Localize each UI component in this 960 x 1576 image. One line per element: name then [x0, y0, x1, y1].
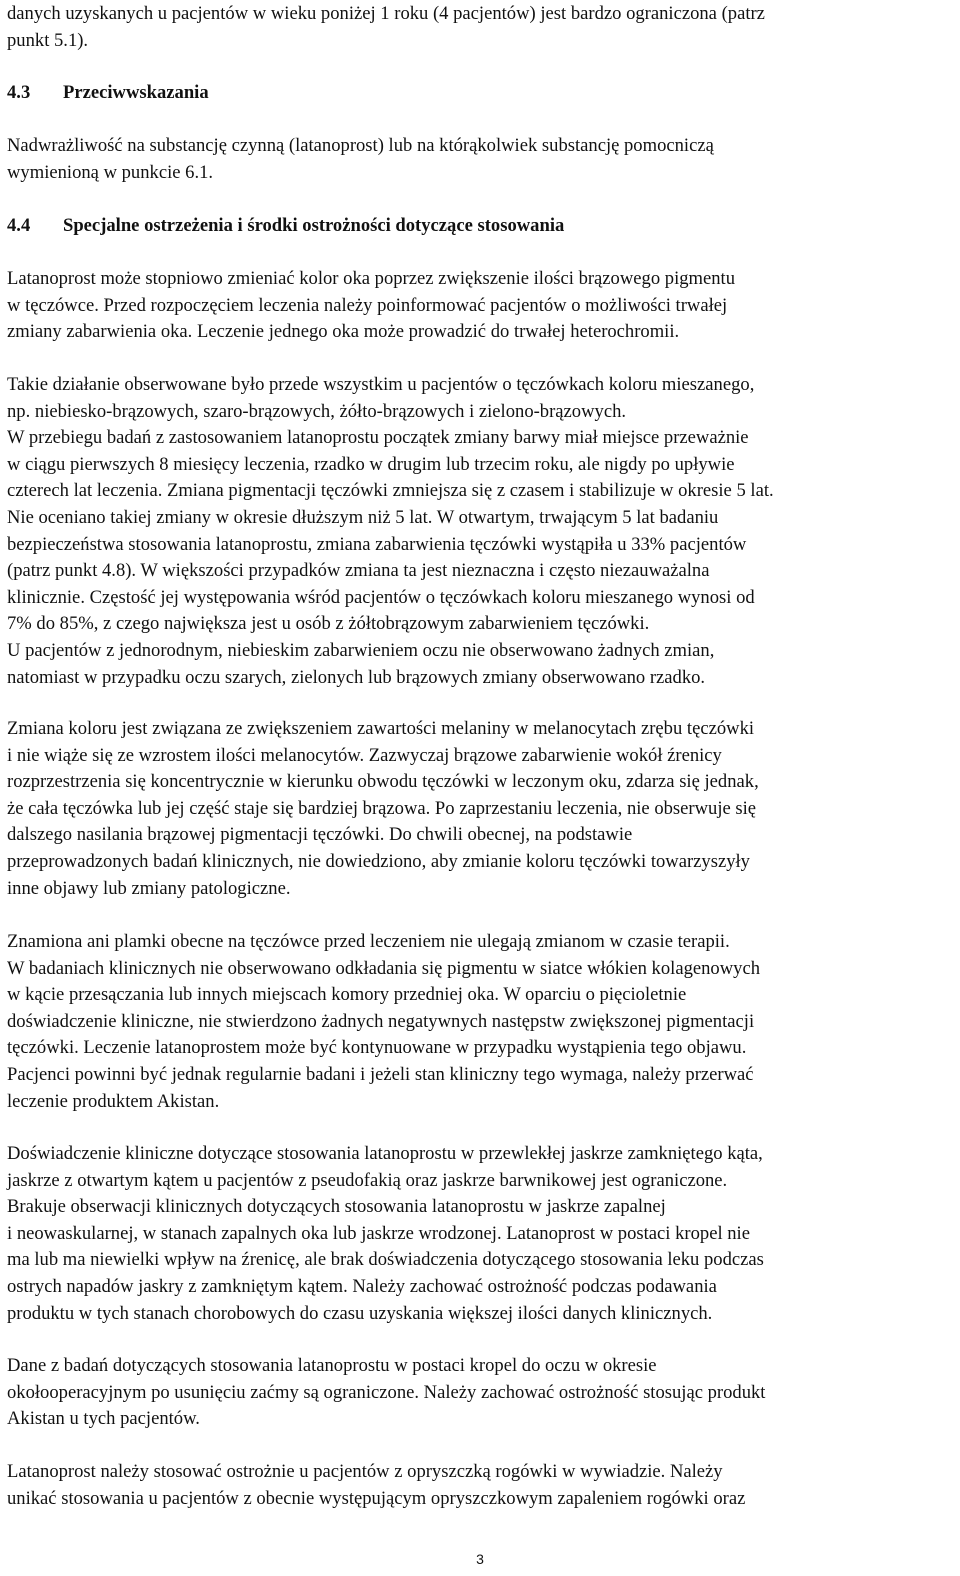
intro-line-1: danych uzyskanych u pacjentów w wieku poniżej 1 roku (4 pacjentów) jest bardzo ograniczona (patrz [7, 3, 765, 24]
paragraph-4 [7, 929, 760, 1115]
paragraph-3-line-1: Zmiana koloru jest związana ze zwiększeniem zawartości melaniny w melanocytach zrębu tęczówki [7, 718, 755, 739]
paragraph-4-line-6: Pacjenci powinni być jednak regularnie badani i jeżeli stan kliniczny tego wymaga, należy przerwać [7, 1063, 754, 1085]
paragraph-4-line-2: W badaniach klinicznych nie obserwowano odkładania się pigmentu w siatce włókien kolagenowych [7, 957, 760, 979]
paragraph-5-line-7: produktu w tych stanach chorobowych do czasu uzyskania większej ilości danych klinicznych. [7, 1302, 713, 1324]
paragraph-7 [7, 1459, 745, 1512]
section-4-3-body [7, 133, 714, 186]
paragraph-2-line-9: klinicznie. Częstość jej występowania wśród pacjentów o tęczówkach koloru mieszanego wynosi od [7, 586, 755, 608]
paragraph-2-line-4: w ciągu pierwszych 8 miesięcy leczenia, rzadko w drugim lub trzecim roku, ale nigdy po upływie [7, 453, 735, 475]
paragraph-5-line-6: ostrych napadów jaskry z zamkniętym kątem. Należy zachować ostrożność podczas podawania [7, 1275, 717, 1297]
section-4-3-title: Przeciwwskazania [63, 82, 209, 103]
paragraph-2-line-7: bezpieczeństwa stosowania latanoprostu, zmiana zabarwienia tęczówki wystąpiła u 33% pacjentów [7, 533, 747, 555]
paragraph-5-line-4: i neowaskularnej, w stanach zapalnych oka lub jaskrze wrodzonej. Latanoprost w postaci kropel nie [7, 1222, 750, 1244]
paragraph-2-line-12: natomiast w przypadku oczu szarych, zielonych lub brązowych zmiany obserwowano rzadko. [7, 666, 706, 688]
page-number: 3 [476, 1551, 484, 1567]
paragraph-6-line-1: Dane z badań dotyczących stosowania latanoprostu w postaci kropel do oczu w okresie [7, 1355, 657, 1376]
section-4-4-title: Specjalne ostrzeżenia i środki ostrożności dotyczące stosowania [63, 215, 565, 236]
paragraph-2-line-11: U pacjentów z jednorodnym, niebieskim zabarwieniem oczu nie obserwowano żadnych zmian, [7, 639, 715, 661]
paragraph-5-line-5: ma lub ma niewielki wpływ na źrenicę, ale brak doświadczenia dotyczącego stosowania leku podczas [7, 1249, 764, 1271]
paragraph-6-line-3: Akistan u tych pacjentów. [7, 1408, 200, 1430]
section-4-4-heading [7, 213, 564, 240]
paragraph-2-line-5: czterech lat leczenia. Zmiana pigmentacji tęczówki zmniejsza się z czasem i stabilizuje w okresie 5 lat. [7, 480, 774, 502]
paragraph-5-line-2: jaskrze z otwartym kątem u pacjentów z pseudofakią oraz jaskrze barwnikowej jest ograniczone. [7, 1169, 728, 1191]
section-4-3-line-2: wymienioną w punkcie 6.1. [7, 161, 214, 183]
section-4-3-line-1: Nadwrażliwość na substancję czynną (latanoprost) lub na którąkolwiek substancję pomocniczą [7, 135, 714, 156]
paragraph-5-line-3: Brakuje obserwacji klinicznych dotyczących stosowania latanoprostu w jaskrze zapalnej [7, 1196, 666, 1218]
paragraph-4-line-3: w kącie przesączania lub innych miejscach komory przedniej oka. W oparciu o pięcioletnie [7, 984, 687, 1006]
intro-paragraph [7, 1, 765, 54]
section-4-4-number: 4.4 [7, 215, 31, 236]
paragraph-4-line-1: Znamiona ani plamki obecne na tęczówce przed leczeniem nie ulegają zmianom w czasie terapii. [7, 931, 730, 952]
paragraph-1 [7, 266, 735, 346]
paragraph-2 [7, 372, 774, 691]
paragraph-5 [7, 1141, 764, 1327]
paragraph-4-line-5: tęczówki. Leczenie latanoprostem może być kontynuowane w przypadku wystąpienia tego objawu. [7, 1037, 747, 1059]
paragraph-5-line-1: Doświadczenie kliniczne dotyczące stosowania latanoprostu w przewlekłej jaskrze zamkniętego kąta, [7, 1143, 763, 1164]
paragraph-1-line-1: Latanoprost może stopniowo zmieniać kolor oka poprzez zwiększenie ilości brązowego pigmentu [7, 268, 736, 289]
paragraph-1-line-3: zmiany zabarwienia oka. Leczenie jednego oka może prowadzić do trwałej heterochromii. [7, 321, 680, 343]
paragraph-3-line-3: rozprzestrzenia się koncentrycznie w kierunku obwodu tęczówki w leczonym oku, zdarza się jednak, [7, 771, 759, 793]
paragraph-2-line-2: np. niebiesko-brązowych, szaro-brązowych, żółto-brązowych i zielono-brązowych. [7, 400, 627, 422]
paragraph-2-line-1: Takie działanie obserwowane było przede wszystkim u pacjentów o tęczówkach koloru mieszanego, [7, 374, 755, 395]
intro-line-2: punkt 5.1). [7, 29, 89, 51]
paragraph-6 [7, 1353, 765, 1433]
section-4-3-heading [7, 80, 209, 107]
paragraph-2-line-6: Nie oceniano takiej zmiany w okresie dłuższym niż 5 lat. W otwartym, trwającym 5 lat badaniu [7, 506, 719, 528]
paragraph-3 [7, 716, 759, 902]
paragraph-3-line-7: inne objawy lub zmiany patologiczne. [7, 877, 291, 899]
paragraph-4-line-7: leczenie produktem Akistan. [7, 1090, 220, 1112]
paragraph-3-line-2: i nie wiąże się ze wzrostem ilości melanocytów. Zazwyczaj brązowe zabarwienie wokół źrenicy [7, 744, 722, 766]
paragraph-1-line-2: w tęczówce. Przed rozpoczęciem leczenia należy poinformować pacjentów o możliwości trwałej [7, 294, 728, 316]
paragraph-2-line-8: (patrz punkt 4.8). W większości przypadków zmiana ta jest nieznaczna i często niezauważalna [7, 560, 710, 582]
paragraph-2-line-3: W przebiegu badań z zastosowaniem latanoprostu początek zmiany barwy miał miejsce przeważnie [7, 427, 749, 449]
paragraph-3-line-6: przeprowadzonych badań klinicznych, nie dowiedziono, aby zmianie koloru tęczówki towarzyszyły [7, 850, 750, 872]
paragraph-3-line-4: że cała tęczówka lub jej część staje się bardziej brązowa. Po zaprzestaniu leczenia, nie obserwuje się [7, 797, 757, 819]
paragraph-7-line-2: unikać stosowania u pacjentów z obecnie występującym opryszczkowym zapaleniem rogówki oraz [7, 1487, 746, 1509]
paragraph-6-line-2: okołooperacyjnym po usunięciu zaćmy są ograniczone. Należy zachować ostrożność stosując produkt [7, 1381, 766, 1403]
paragraph-2-line-10: 7% do 85%, z czego największa jest u osób z żółtobrązowym zabarwieniem tęczówki. [7, 613, 650, 635]
paragraph-7-line-1: Latanoprost należy stosować ostrożnie u pacjentów z opryszczką rogówki w wywiadzie. Należy [7, 1461, 723, 1482]
paragraph-3-line-5: dalszego nasilania brązowej pigmentacji tęczówki. Do chwili obecnej, na podstawie [7, 824, 633, 846]
paragraph-4-line-4: doświadczenie kliniczne, nie stwierdzono żadnych negatywnych następstw zwiększonej pigmentacji [7, 1010, 755, 1032]
section-4-3-number: 4.3 [7, 82, 31, 103]
